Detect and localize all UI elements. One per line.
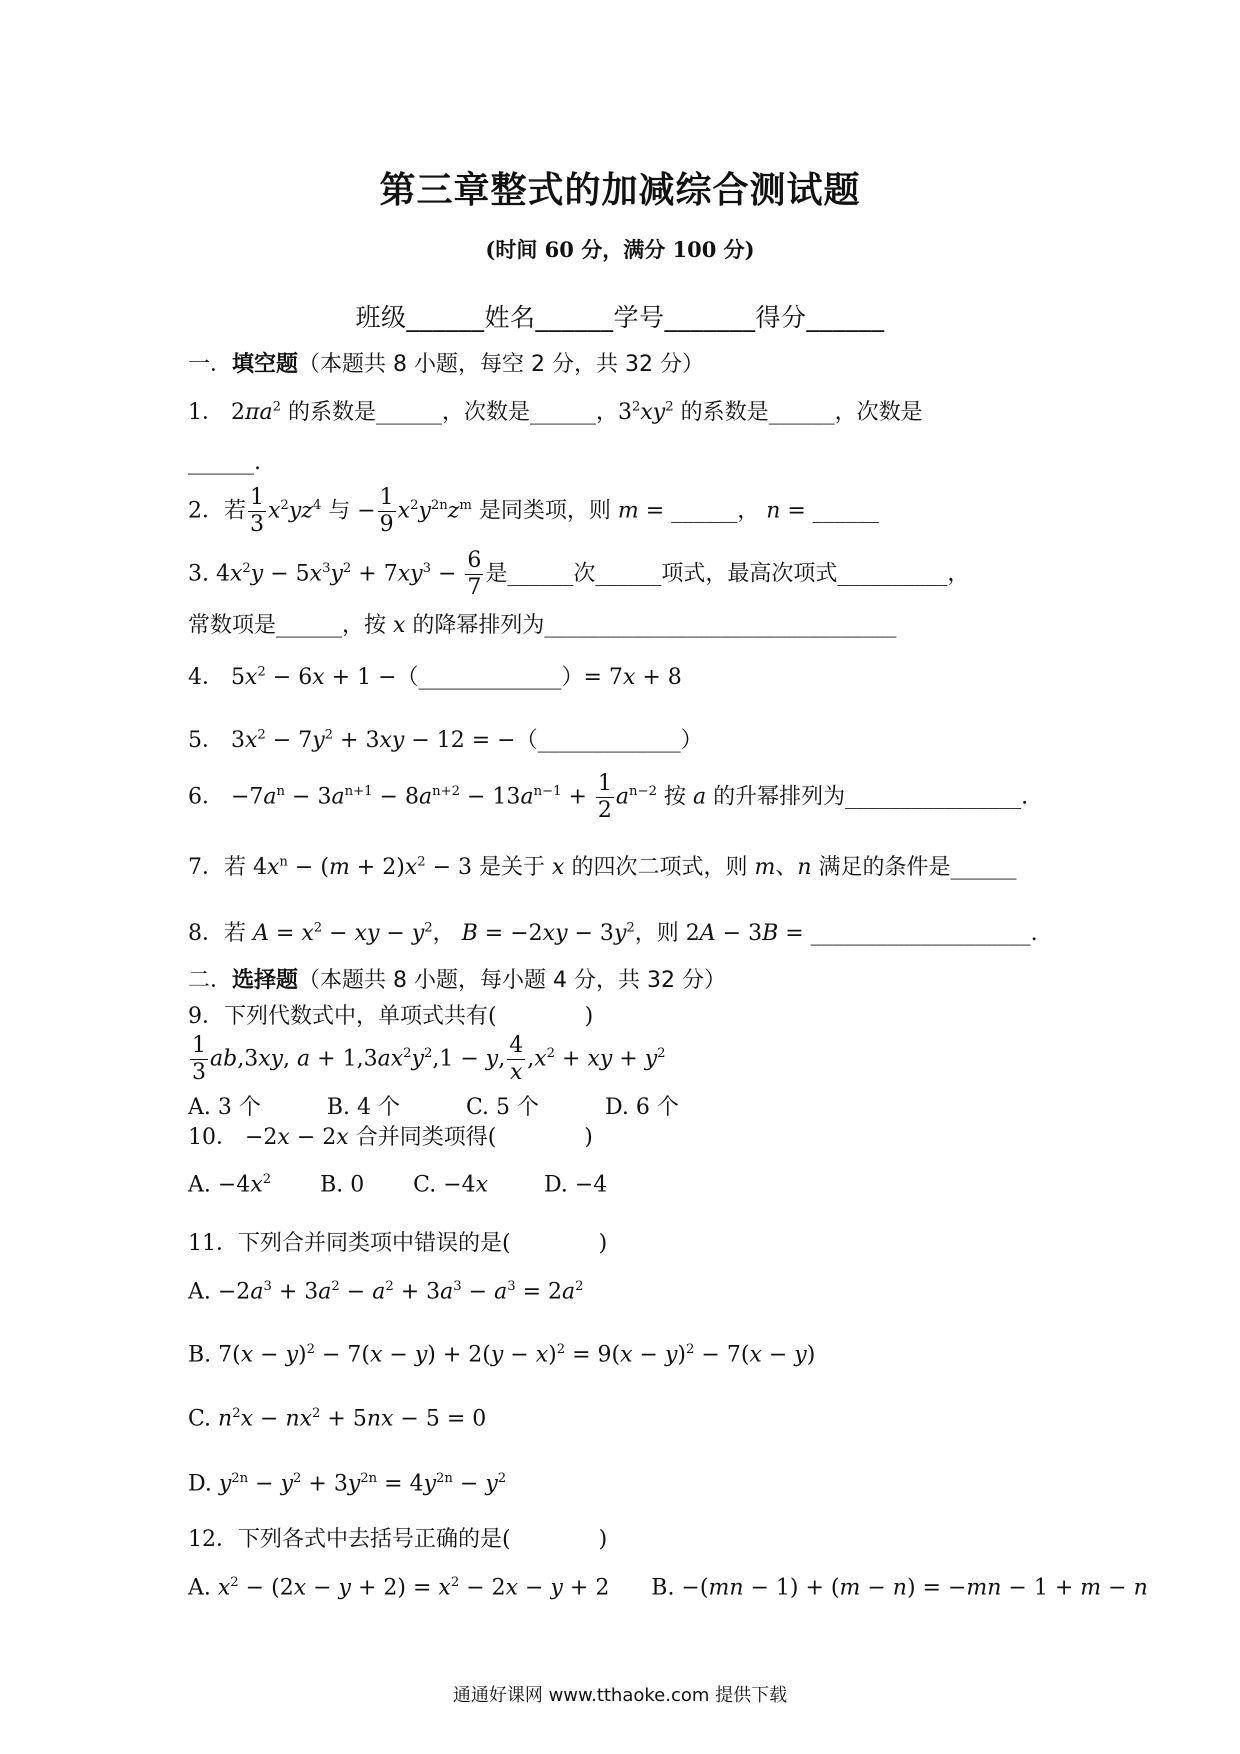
question-3-continuation: 常数项是______，按 x 的降幂排列为________________________________ [188, 613, 897, 638]
page-title: 第三章整式的加减综合测试题 [379, 170, 861, 211]
question-9-expressions: $\frac{1}{3}$ ab,3xy, $a + 1,3ax^2y^2,1 - y$, $\frac{4}{x}$ $,x^2$ + xy + $y^2$ [192, 1033, 666, 1085]
question-2: 2．若 $\frac{1}{3}$ $x^2yz^4$ 与 − $\frac{1}{9}$ $x^2y^{2n}z^m$ 是同类项，则 m = ______， n = ______ [188, 485, 879, 537]
question-3: 3. $4x^2y - 5x^3y^2 + 7xy^3$ − $\frac{6}{7}$ 是______次______项式，最高次项式__________， [188, 548, 970, 600]
section-1-heading: 一．填空题（本题共 8 小题，每空 2 分，共 32 分） [188, 352, 704, 377]
question-8: 8．若 $A = x^2$ − xy − $y^2$， $B = -2xy - 3y^2$，则 2A − 3B = ____________________. [188, 920, 1038, 946]
question-12-options: A. $x^2 - (2x - y + 2) = x^2 - 2x - y + 2$ B. −(mn − 1) + (m − n) = −mn − 1 + m − n [188, 1575, 1148, 1601]
section-2-heading: 二．选择题（本题共 8 小题，每小题 4 分，共 32 分） [188, 968, 726, 993]
question-1: 1． $2\pi a^2$ 的系数是______，次数是______，$3^2xy^2$ 的系数是______，次数是 [188, 399, 923, 425]
question-9: 9．下列代数式中，单项式共有( ) [188, 1004, 594, 1029]
question-11-option-b: B. $7(x - y)^2 - 7(x - y) + 2(y - x)^2 = 9(x - y)^2 - 7(x - y)$ [188, 1342, 816, 1368]
question-4: 4． $5x^2 - 6x + 1$ −（_____________）= 7x + 8 [188, 664, 682, 690]
student-info-line: 班级______姓名______学号_______得分______ [355, 303, 885, 332]
question-9-options: A. 3 个 B. 4 个 C. 5 个 D. 6 个 [188, 1095, 679, 1120]
question-11-option-c: C. $n^2x - nx^2 + 5nx - 5 = 0$ [188, 1406, 487, 1432]
question-11: 11．下列合并同类项中错误的是( ) [188, 1231, 608, 1256]
question-10: 10． −2x − 2x 合并同类项得( ) [188, 1125, 593, 1150]
question-5: 5． $3x^2 - 7y^2 + 3xy - 12$ = −（_____________） [188, 727, 703, 753]
question-12: 12．下列各式中去括号正确的是( ) [188, 1527, 608, 1552]
question-11-option-a: A. $-2a^3 + 3a^2 - a^2 + 3a^3 - a^3 = 2a^2$ [188, 1279, 584, 1305]
page-footer: 通通好课网 www.tthaoke.com 提供下载 [452, 1685, 788, 1706]
question-1-continuation: ______. [188, 450, 261, 475]
question-11-option-d: D. $y^{2n} - y^2 + 3y^{2n} = 4y^{2n} - y^2$ [188, 1471, 507, 1497]
question-7: 7．若 $4x^n - (m + 2)x^2 - 3$ 是关于 x 的四次二项式，则 m、n 满足的条件是______ [188, 854, 1017, 880]
question-10-options: A. $-4x^2$ B. 0 C. −4x D. −4 [188, 1172, 608, 1198]
page-subtitle: (时间 60 分，满分 100 分) [485, 237, 755, 262]
question-6: 6． $-7a^n - 3a^{n+1} - 8a^{n+2} - 13a^{n-1}$ + $\frac{1}{2}$ $a^{n-2}$ 按 a 的升幂排列为________________. [188, 771, 1029, 823]
